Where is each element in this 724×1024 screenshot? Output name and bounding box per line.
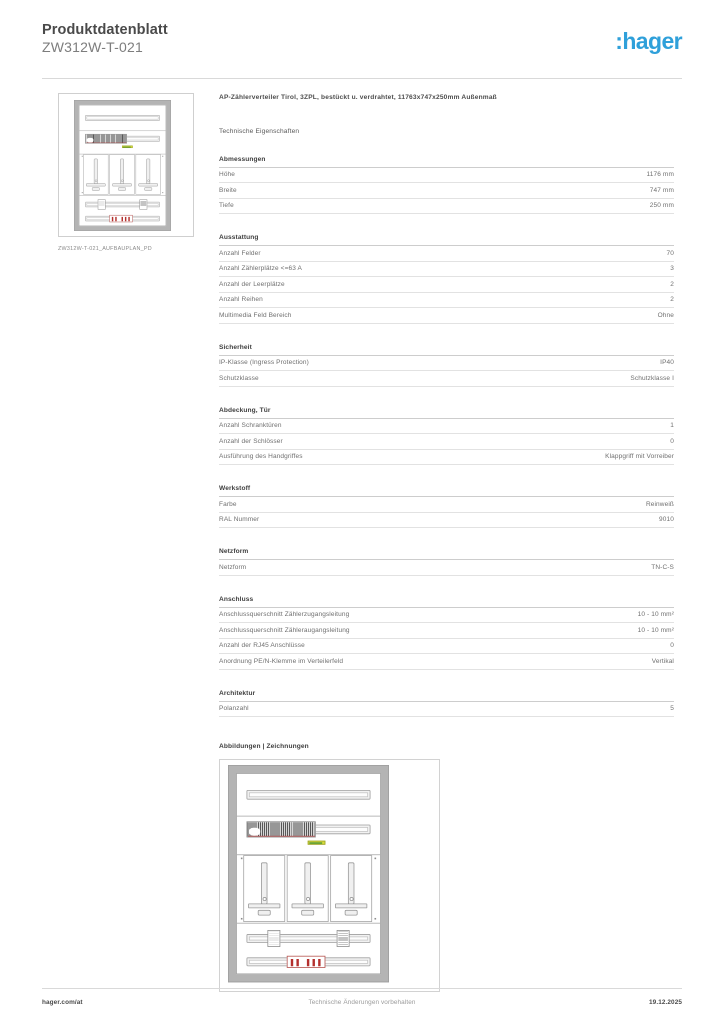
- spec-row: [219, 513, 674, 528]
- main-content: [219, 93, 674, 992]
- cabinet-divider: [237, 816, 380, 817]
- spec-row: [219, 608, 674, 623]
- din-rail: [85, 115, 160, 121]
- spec-value: Reinweiß: [645, 500, 674, 508]
- spec-tables: [219, 156, 674, 717]
- spec-row: [219, 262, 674, 277]
- page-title: Produktdatenblatt: [42, 22, 168, 38]
- terminal-block: [247, 822, 316, 838]
- spec-key: RAL Nummer: [219, 516, 260, 524]
- spec-group-title: Sicherheit: [219, 344, 674, 356]
- spec-row: [219, 308, 674, 323]
- spec-key: Anschlussquerschnitt Zähleraugangsleitung: [219, 626, 350, 634]
- spec-value: 0: [670, 642, 674, 650]
- thumbnail-block: [58, 93, 196, 253]
- cabinet-interior: [79, 105, 166, 226]
- spec-row: [219, 168, 674, 183]
- spec-key: Polanzahl: [219, 704, 249, 712]
- page-footer: [42, 996, 682, 1010]
- spec-key: Anzahl Zählerplätze <=63 A: [219, 265, 302, 273]
- spec-value: Klappgriff mit Vorreiber: [605, 453, 674, 461]
- logo-wordmark: hager: [622, 28, 682, 54]
- spec-group: [219, 234, 674, 323]
- meter-glyph-cross: [112, 183, 131, 186]
- spec-value: 10 - 10 mm²: [637, 626, 674, 634]
- spec-group-title: Werkstoff: [219, 485, 674, 497]
- spec-row: [219, 497, 674, 512]
- breaker-block: [337, 930, 350, 947]
- spec-row: [219, 654, 674, 669]
- meter-glyph-cross: [248, 904, 280, 909]
- cabinet-interior: [236, 773, 381, 974]
- spec-row: [219, 639, 674, 654]
- meter-glyph-nub: [262, 897, 266, 901]
- spec-value: TN-C-S: [651, 563, 674, 571]
- header-divider: [42, 78, 682, 79]
- meter-glyph-foot: [345, 910, 358, 916]
- meter-glyph-foot: [144, 187, 152, 190]
- meter-glyph-foot: [258, 910, 271, 916]
- spec-value: 1176 mm: [646, 171, 674, 179]
- spec-value: 747 mm: [649, 186, 674, 194]
- meter-glyph-cross: [86, 183, 105, 186]
- meter-glyph-nub: [95, 180, 97, 182]
- spec-key: Anzahl der Schlösser: [219, 437, 283, 445]
- spec-group-title: Anschluss: [219, 596, 674, 608]
- spec-group: [219, 344, 674, 387]
- cabinet-divider: [237, 923, 380, 924]
- spec-key: IP-Klasse (Ingress Protection): [219, 359, 309, 367]
- meter-glyph-nub: [147, 180, 149, 182]
- spec-row: [219, 434, 674, 449]
- spec-key: Anzahl Schranktüren: [219, 422, 282, 430]
- spec-group: [219, 407, 674, 465]
- din-rail: [247, 934, 371, 943]
- spec-row: [219, 183, 674, 198]
- logo-colon: :: [615, 28, 623, 54]
- spec-value: 10 - 10 mm²: [637, 611, 674, 619]
- breaker-block: [139, 199, 147, 209]
- spec-row: [219, 450, 674, 465]
- spec-group: [219, 548, 674, 575]
- spec-value: 5: [670, 704, 674, 712]
- spec-key: Schutzklasse: [219, 374, 259, 382]
- drawings-heading: Abbildungen | Zeichnungen: [219, 743, 309, 751]
- din-rail: [85, 202, 160, 207]
- spec-value: 0: [670, 437, 674, 445]
- spec-key: Multimedia Feld Bereich: [219, 311, 292, 319]
- spec-value: 3: [670, 265, 674, 273]
- spec-value: 1: [670, 422, 674, 430]
- breaker-block: [98, 199, 106, 209]
- spec-group-title: Abdeckung, Tür: [219, 407, 674, 419]
- spec-row: [219, 199, 674, 214]
- spec-value: Vertikal: [651, 657, 674, 665]
- spec-key: Anzahl Felder: [219, 249, 261, 257]
- spec-value: IP40: [660, 359, 674, 367]
- spec-group-title: Abmessungen: [219, 156, 674, 168]
- technical-properties-label: Technische Eigenschaften: [219, 128, 300, 135]
- meter-glyph-foot: [118, 187, 126, 190]
- din-rail: [247, 790, 371, 800]
- spec-key: Netzform: [219, 563, 247, 571]
- product-description: AP-Zählerverteiler Tirol, 3ZPL, bestückt u. verdrahtet, 11763x747x250mm Außenmaß: [219, 94, 497, 101]
- spec-group: [219, 690, 674, 717]
- spec-value: Ohne: [657, 311, 674, 319]
- spec-group: [219, 485, 674, 528]
- spec-row: [219, 371, 674, 386]
- spec-value: Schutzklasse I: [630, 374, 674, 382]
- footer-website[interactable]: hager.com/at: [42, 999, 83, 1006]
- product-reference: ZW312W-T-021: [42, 39, 143, 55]
- page-header: [42, 22, 682, 70]
- spec-key: Farbe: [219, 500, 237, 508]
- spec-key: Anzahl der RJ45 Anschlüsse: [219, 642, 305, 650]
- spec-key: Anschlussquerschnitt Zählerzugangsleitung: [219, 611, 350, 619]
- spec-value: 2: [670, 296, 674, 304]
- spec-row: [219, 560, 674, 575]
- meter-glyph-cross: [335, 904, 367, 909]
- drawing-image[interactable]: [219, 759, 440, 992]
- spec-row: [219, 356, 674, 371]
- connector-tag-green: [309, 842, 322, 844]
- spec-group-title: Netzform: [219, 548, 674, 560]
- spec-key: Anzahl der Leerplätze: [219, 280, 285, 288]
- spec-group: [219, 156, 674, 214]
- meter-glyph-foot: [301, 910, 314, 916]
- hager-logo: [615, 30, 682, 53]
- spec-group: [219, 596, 674, 670]
- thumbnail-caption: ZW312W-T-021_AUFBAUPLAN_PD: [58, 246, 152, 252]
- spec-key: Tiefe: [219, 202, 234, 210]
- connector-tag-green: [123, 146, 131, 147]
- red-module-group: [287, 956, 326, 968]
- spec-key: Anordnung PE/N-Klemme im Verteilerfeld: [219, 657, 344, 665]
- meter-glyph-foot: [92, 187, 100, 190]
- spec-value: 9010: [659, 516, 674, 524]
- footer-date: 19.12.2025: [649, 999, 682, 1006]
- meter-glyph-nub: [121, 180, 123, 182]
- meter-glyph-cross: [139, 183, 158, 186]
- spec-row: [219, 419, 674, 434]
- spec-value: 2: [670, 280, 674, 288]
- terminal-block: [85, 134, 127, 144]
- red-module-group: [109, 215, 132, 222]
- meter-glyph-nub: [306, 897, 310, 901]
- spec-group-title: Architektur: [219, 690, 674, 702]
- spec-key: Ausführung des Handgriffes: [219, 453, 303, 461]
- spec-group-title: Ausstattung: [219, 234, 674, 246]
- spec-key: Breite: [219, 186, 237, 194]
- breaker-block: [267, 930, 280, 947]
- spec-key: Höhe: [219, 171, 236, 179]
- spec-row: [219, 702, 674, 717]
- meter-glyph-nub: [349, 897, 353, 901]
- thumbnail-image[interactable]: [58, 93, 194, 237]
- spec-key: Anzahl Reihen: [219, 296, 263, 304]
- spec-row: [219, 246, 674, 261]
- meter-glyph-cross: [292, 904, 324, 909]
- spec-value: 70: [666, 249, 674, 257]
- spec-value: 250 mm: [649, 202, 674, 210]
- footer-divider: [42, 988, 682, 989]
- spec-row: [219, 623, 674, 638]
- spec-row: [219, 293, 674, 308]
- footer-disclaimer: Technische Änderungen vorbehalten: [308, 999, 416, 1006]
- spec-row: [219, 277, 674, 292]
